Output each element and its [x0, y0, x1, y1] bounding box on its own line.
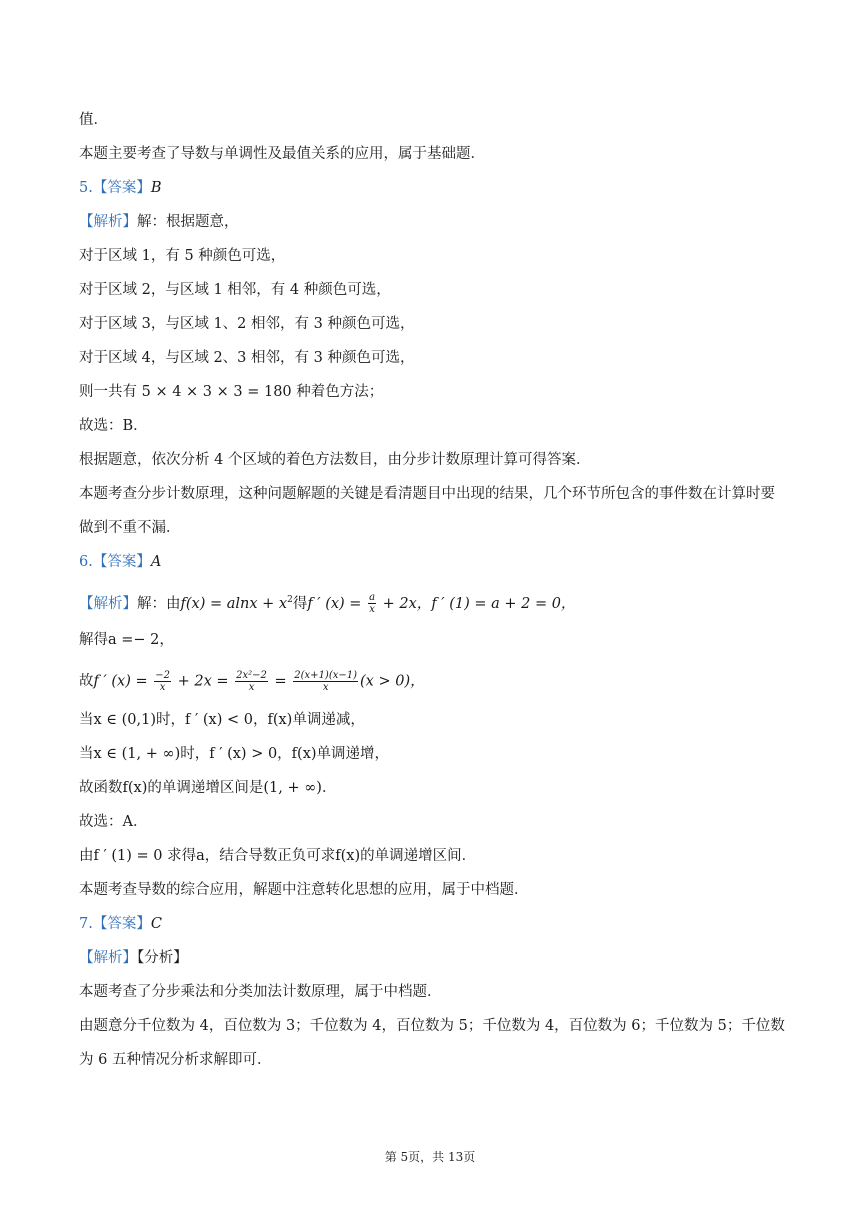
math-span: (x > 0)， — [360, 673, 425, 690]
fraction-numerator: a — [369, 592, 376, 604]
text-line: 本题考查导数的综合应用，解题中注意转化思想的应用，属于中档题． — [79, 882, 529, 898]
text-paragraph: 由题意分千位数为 4，百位数为 3；千位数为 4，百位数为 5；千位数为 4，百位数为 6；千位数为 5；千位数为 6 五种情况分析求解即可． — [79, 1018, 785, 1068]
fraction-numerator: −2 — [155, 670, 170, 681]
answer-label: 7.【答案】 — [79, 916, 151, 932]
answer-value: A — [150, 554, 162, 570]
fraction — [154, 670, 171, 693]
answer-heading-5 — [79, 178, 789, 198]
math-span: f(x) = alnx + x — [180, 595, 288, 612]
analysis-line — [79, 948, 789, 968]
text-span: 解：由 — [137, 595, 181, 612]
text-span: 得 — [292, 595, 308, 612]
text-span: 故 — [79, 673, 94, 690]
answer-heading-7 — [79, 914, 789, 934]
text-line: 对于区域 1，有 5 种颜色可选， — [79, 248, 286, 264]
text-line: 值． — [79, 112, 108, 128]
superscript-2: 2 — [287, 595, 293, 605]
text-span: 【分析】 — [137, 950, 188, 966]
math-span: f ′ (x) = — [93, 673, 153, 690]
text-line: 解得a =− 2， — [79, 632, 174, 648]
math-span: f ′ (1) = a + 2 = 0， — [431, 595, 576, 612]
answer-value: C — [150, 916, 162, 932]
math-span: + 2x = — [173, 673, 234, 690]
analysis-label: 【解析】 — [79, 595, 137, 612]
answer-heading-6 — [79, 552, 789, 572]
analysis-label: 【解析】 — [79, 214, 137, 230]
text-line: 本题主要考查了导数与单调性及最值关系的应用，属于基础题． — [79, 146, 485, 162]
analysis-line — [79, 212, 789, 232]
text-span: 解：根据题意， — [137, 214, 239, 230]
text-line: 由f ′ (1) = 0 求得a，结合导数正负可求f(x)的单调递增区间． — [79, 848, 477, 864]
text-line: 故选：A． — [79, 814, 148, 830]
math-span: f ′ (x) = — [307, 595, 367, 612]
page-footer: 第 5页，共 13页 — [384, 1150, 476, 1164]
answer-value: B — [150, 180, 162, 196]
text-line: 对于区域 4，与区域 2、3 相邻，有 3 种颜色可选， — [79, 350, 415, 366]
fraction-numerator: 2(x+1)(x−1) — [294, 670, 358, 681]
analysis-line — [79, 590, 789, 615]
text-line: 故选：B． — [79, 418, 148, 434]
text-line: 根据题意，依次分析 4 个区域的着色方法数目，由分步计数原理计算可得答案． — [79, 452, 591, 468]
analysis-label: 【解析】 — [79, 950, 137, 966]
text-line: 当x ∈ (0,1)时，f ′ (x) < 0，f(x)单调递减， — [79, 712, 365, 728]
answer-label: 5.【答案】 — [79, 180, 151, 196]
math-span: + 2x， — [378, 595, 432, 612]
text-line: 则一共有 5 × 4 × 3 × 3 = 180 种着色方法； — [79, 384, 384, 400]
text-line: 故函数f(x)的单调递增区间是(1, + ∞)． — [79, 780, 337, 796]
fraction — [293, 670, 358, 693]
answer-label: 6.【答案】 — [79, 554, 151, 570]
math-span: = — [269, 673, 292, 690]
fraction — [368, 592, 376, 615]
text-line: 对于区域 2，与区域 1 相邻，有 4 种颜色可选， — [79, 282, 391, 298]
fraction — [235, 670, 268, 693]
text-line: 当x ∈ (1, + ∞)时，f ′ (x) > 0，f(x)单调递增， — [79, 746, 390, 762]
text-line: 本题考查了分步乘法和分类加法计数原理，属于中档题． — [79, 984, 442, 1000]
fraction-denominator: x — [369, 604, 375, 616]
text-line: 对于区域 3，与区域 1、2 相邻，有 3 种颜色可选， — [79, 316, 415, 332]
fraction-denominator: x — [322, 682, 329, 693]
text-paragraph: 本题考查分步计数原理，这种问题解题的关键是看清题目中出现的结果，几个环节所包含的事件数在计算时要做到不重不漏． — [79, 486, 775, 536]
fraction-numerator: 2x²−2 — [236, 670, 267, 681]
fraction-denominator: x — [248, 682, 255, 693]
fraction-denominator: x — [159, 682, 166, 693]
math-line — [79, 670, 789, 693]
